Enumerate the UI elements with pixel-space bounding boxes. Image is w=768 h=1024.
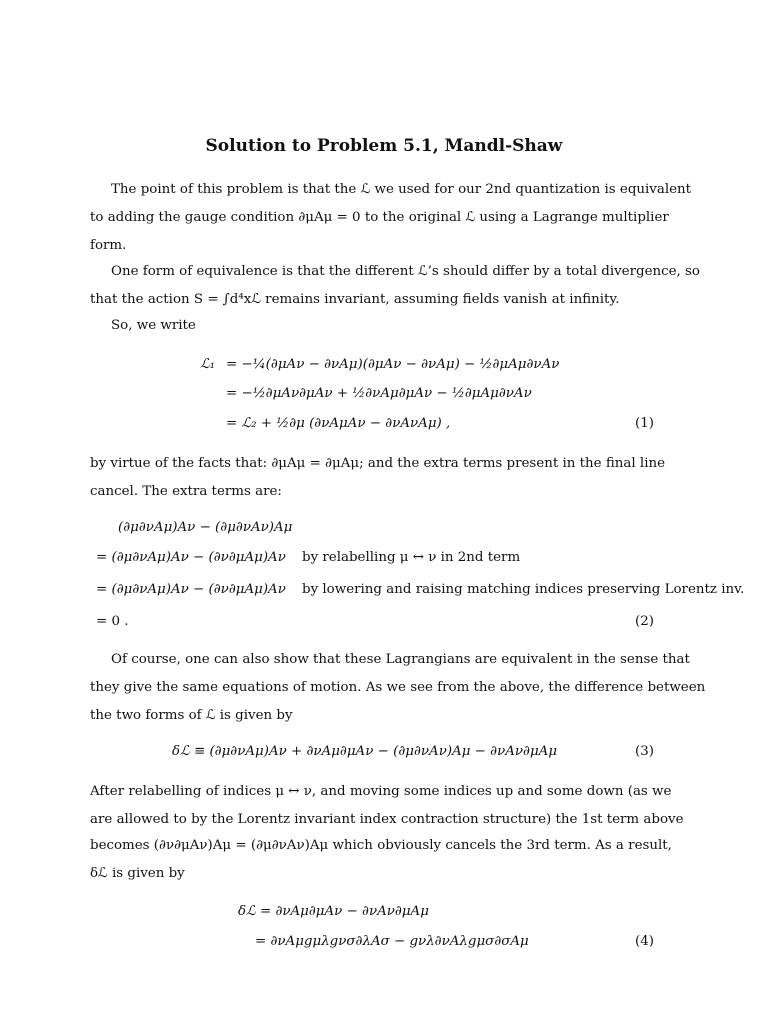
paragraph-line: So, we write: [111, 318, 196, 333]
equation-line: (∂μ∂νAμ)Aν − (∂μ∂νAν)Aμ: [118, 520, 293, 535]
equation-number: (1): [635, 416, 654, 431]
paragraph-line: δℒ is given by: [90, 866, 185, 881]
page-title: Solution to Problem 5.1, Mandl-Shaw: [205, 136, 563, 156]
paragraph-line: to adding the gauge condition ∂μAμ = 0 to the original ℒ using a Lagrange multiplier: [90, 210, 669, 225]
paragraph-line: the two forms of ℒ is given by: [90, 708, 293, 723]
paragraph-line: The point of this problem is that the ℒ we used for our 2nd quantization is equivalent: [111, 182, 692, 197]
equation-line: = −½∂μAν∂μAν + ½∂νAμ∂μAν − ½∂μAμ∂νAν: [226, 386, 532, 401]
paragraph-line: that the action S = ∫d⁴xℒ remains invariant, assuming fields vanish at infinity.: [90, 292, 620, 307]
equation-line: δℒ = ∂νAμ∂μAν − ∂νAν∂μAμ: [238, 904, 429, 919]
equation-line: = ℒ₂ + ½∂μ (∂νAμAν − ∂νAνAμ) ,: [226, 416, 451, 431]
equation-line: = (∂μ∂νAμ)Aν − (∂ν∂μAμ)Aν: [96, 550, 286, 565]
paragraph-line: cancel. The extra terms are:: [90, 484, 282, 499]
paragraph-line: by virtue of the facts that: ∂μAμ = ∂μAμ; and the extra terms present in the final line: [90, 456, 666, 471]
equation-number: (4): [635, 934, 654, 949]
equation-line: δℒ ≡ (∂μ∂νAμ)Aν + ∂νAμ∂μAν − (∂μ∂νAν)Aμ − ∂νAν∂μAμ: [172, 744, 558, 759]
paragraph-line: becomes (∂ν∂μAν)Aμ = (∂μ∂νAν)Aμ which obviously cancels the 3rd term. As a result,: [90, 838, 672, 853]
equation-line: = −¼(∂μAν − ∂νAμ)(∂μAν − ∂νAμ) − ½∂μAμ∂νAν: [226, 357, 560, 372]
paragraph-line: are allowed to by the Lorentz invariant index contraction structure) the 1st term above: [90, 812, 684, 827]
paragraph-line: form.: [90, 238, 127, 253]
paragraph-line: Of course, one can also show that these Lagrangians are equivalent in the sense that: [111, 652, 690, 667]
equation-line: = 0 .: [96, 614, 129, 629]
equation-line: = (∂μ∂νAμ)Aν − (∂ν∂μAμ)Aν: [96, 582, 286, 597]
equation-line: = ∂νAμgμλgνσ∂λAσ − gνλ∂νAλgμσ∂σAμ: [255, 934, 529, 949]
equation-note: by lowering and raising matching indices preserving Lorentz inv.: [302, 582, 745, 597]
equation-number: (3): [635, 744, 654, 759]
equation-lhs: ℒ₁: [200, 357, 216, 372]
paragraph-line: they give the same equations of motion. As we see from the above, the difference between: [90, 680, 706, 695]
equation-number: (2): [635, 614, 654, 629]
equation-note: by relabelling μ ↔ ν in 2nd term: [302, 550, 521, 565]
paragraph-line: After relabelling of indices μ ↔ ν, and moving some indices up and some down (as we: [90, 784, 672, 799]
paragraph-line: One form of equivalence is that the different ℒ’s should differ by a total divergence, so: [111, 264, 700, 279]
